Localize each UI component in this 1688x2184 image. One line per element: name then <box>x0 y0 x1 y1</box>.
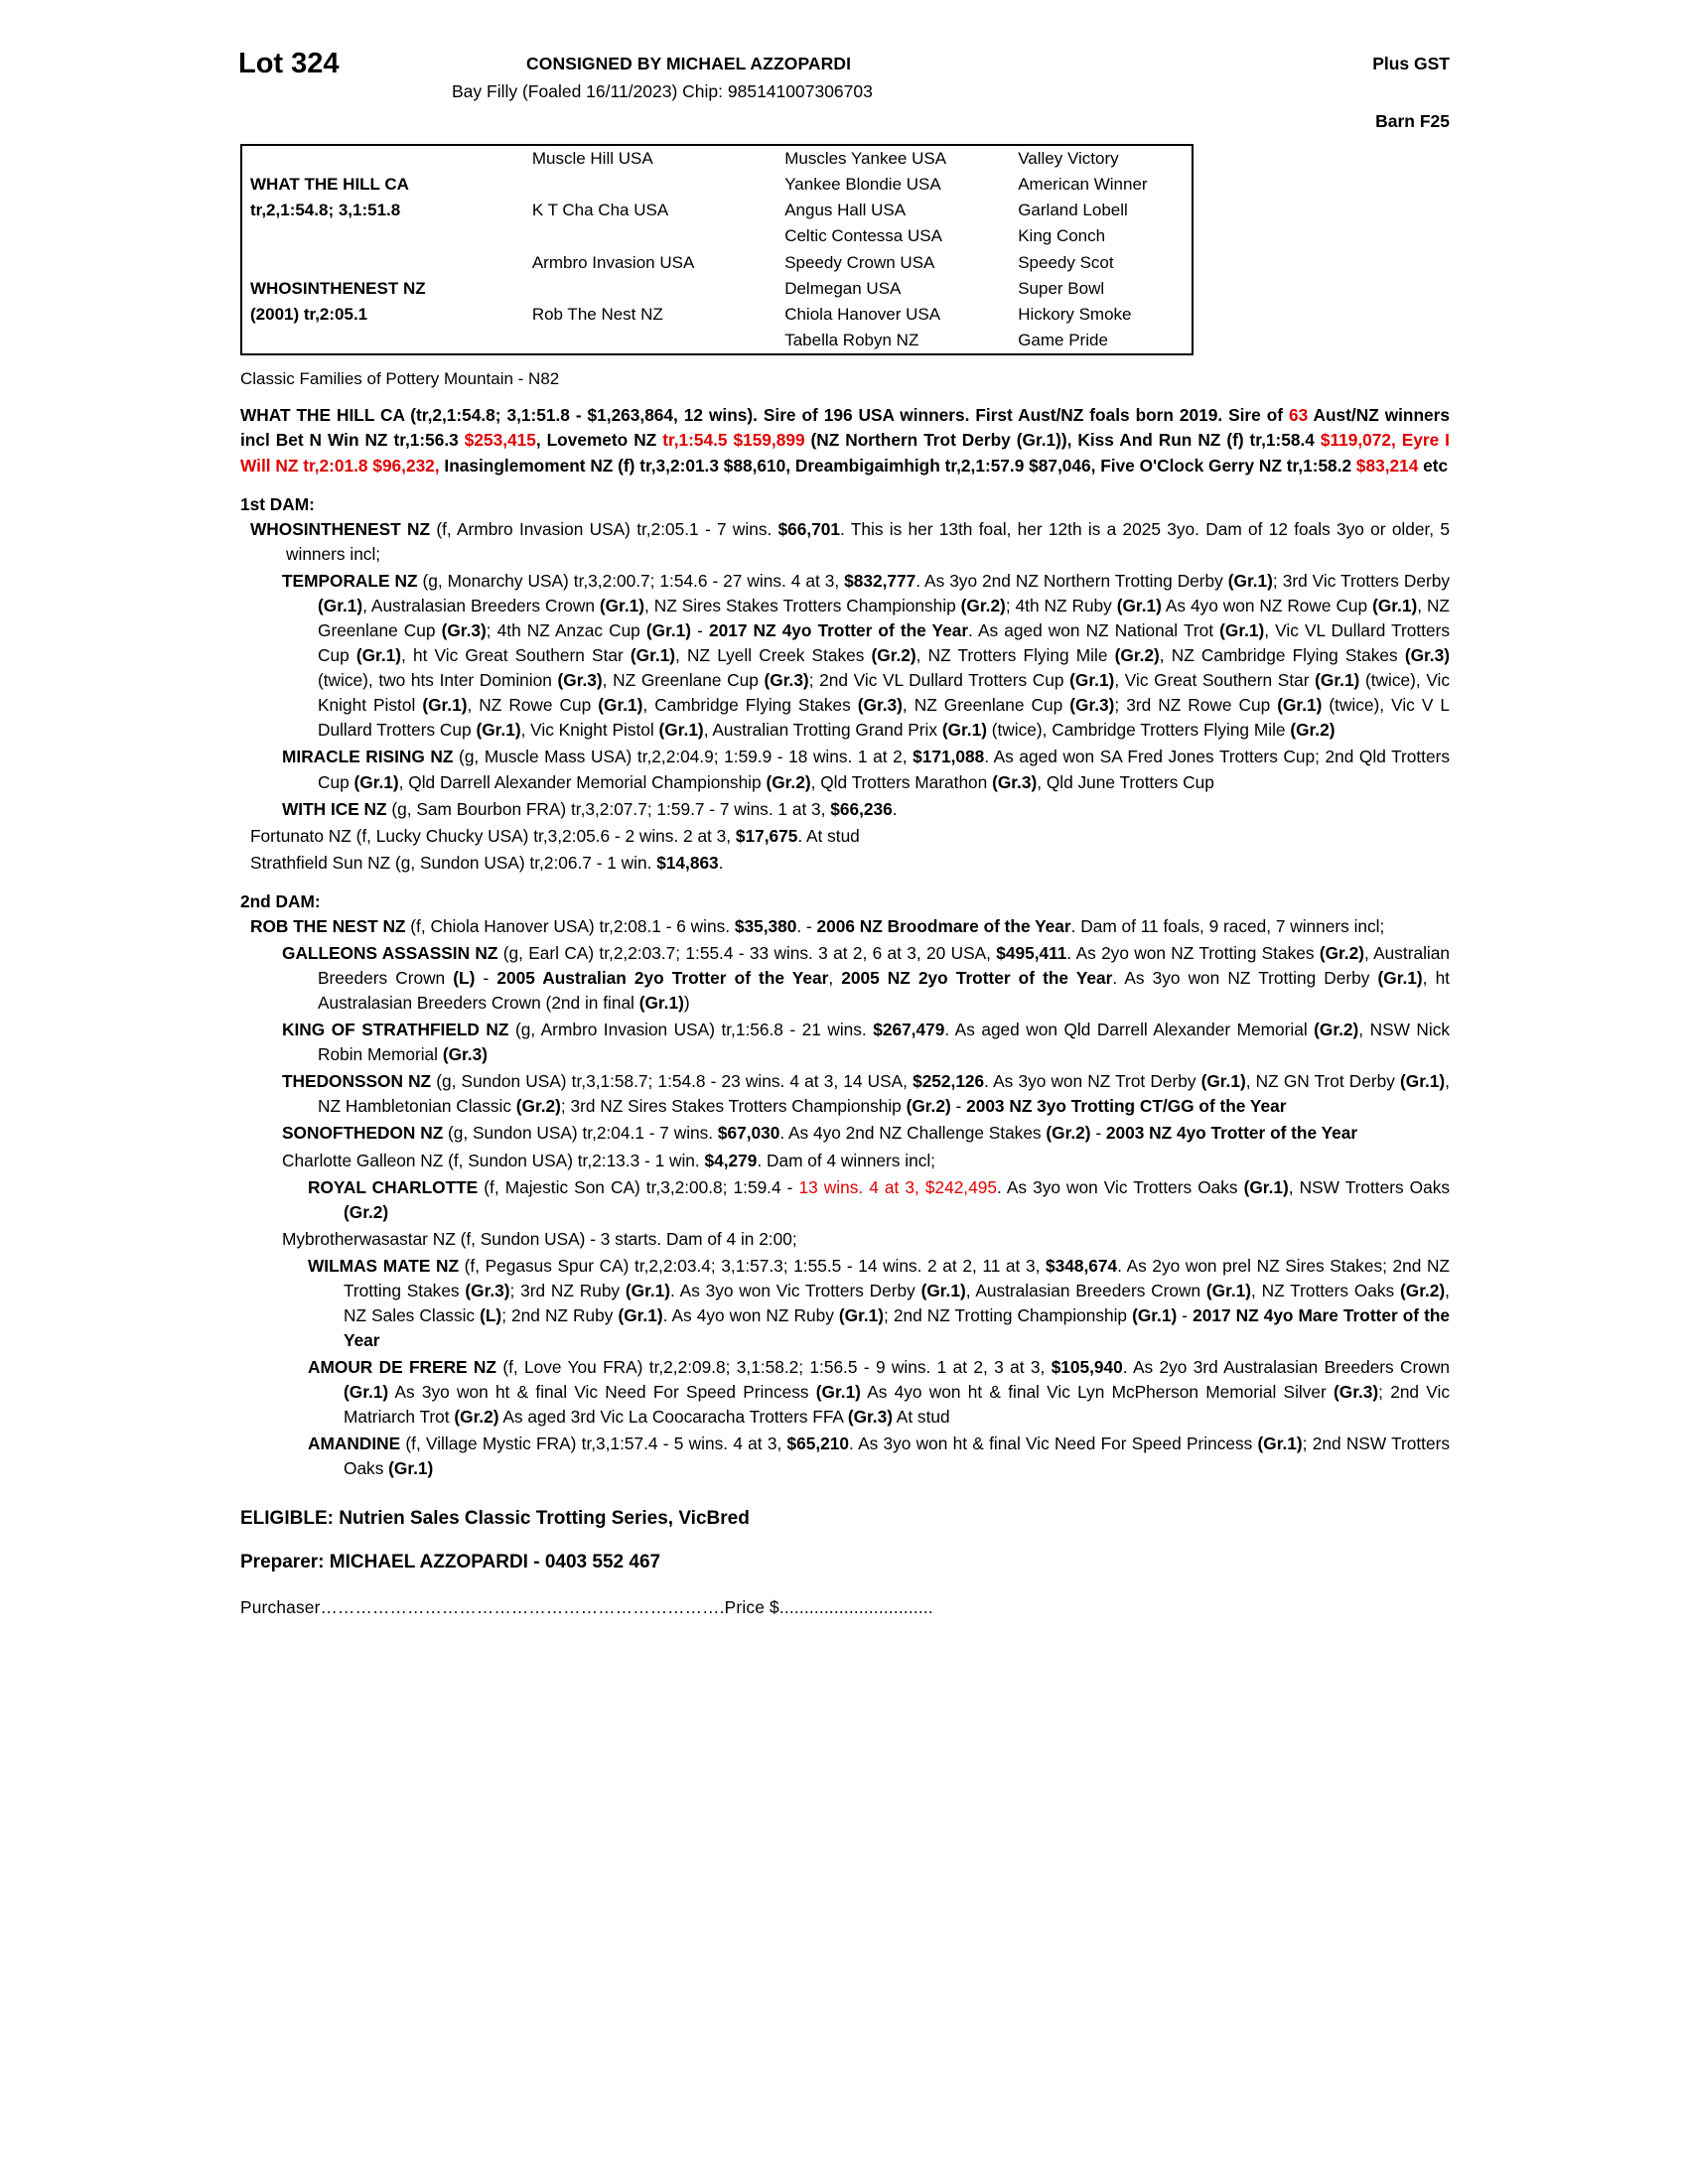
table-row <box>242 172 1192 198</box>
progeny-entry-text: AMANDINE (f, Village Mystic FRA) tr,3,1:57.4 - 5 wins. 4 at 3, $65,210. As 3yo won ht & final Vic Need For Speed Princess (Gr.1); 2nd NSW Trotters Oaks (Gr.1) <box>308 1433 1450 1479</box>
royal-charlotte-highlight: 13 wins. 4 at 3, $242,495 <box>798 1176 997 1197</box>
barn-label: Barn F25 <box>1375 111 1450 131</box>
classic-families-line: Classic Families of Pottery Mountain - N82 <box>240 369 560 388</box>
consignor-line: CONSIGNED BY MICHAEL AZZOPARDI <box>526 54 852 73</box>
pedigree-cell <box>524 223 776 249</box>
progeny-entry-text: GALLEONS ASSASSIN NZ (g, Earl CA) tr,2,2:03.7; 1:55.4 - 33 wins. 3 at 2, 6 at 3, 20 USA, $495,411. As 2yo won NZ Trotting Stakes (Gr.2), Australian Breeders Crown (L) - 2005 Australian 2yo Trotter of the Year, 2005 NZ 2yo Trotter of the Year. As 3yo won NZ Trotting Derby (Gr.1), ht Australasian Breeders Crown (2nd in final (Gr.1)) <box>282 942 1450 1014</box>
pedigree-cell: Celtic Contessa USA <box>784 226 942 246</box>
pedigree-cell: Rob The Nest NZ <box>531 304 663 324</box>
table-row <box>242 198 1192 223</box>
sire-text-part: WHAT THE HILL CA (tr,2,1:54.8; 3,1:51.8 - $1,263,864, 12 wins). Sire of 196 USA winners. First Aust/NZ foals born 2019. Sire of <box>240 405 1289 425</box>
pedigree-cell: Chiola Hanover USA <box>784 304 941 324</box>
progeny-entry-text: TEMPORALE NZ (g, Monarchy USA) tr,3,2:00.7; 1:54.6 - 27 wins. 4 at 3, $832,777. As 3yo 2nd NZ Northern Trotting Derby (Gr.1); 3rd Vic Trotters Derby (Gr.1), Australasian Breeders Crown (Gr.1), NZ Sires Stakes Trotters Championship (Gr.2); 4th NZ Ruby (Gr.1) As 4yo won NZ Rowe Cup (Gr.1), NZ Greenlane Cup (Gr.3); 4th NZ Anzac Cup (Gr.1) - 2017 NZ 4yo Trotter of the Year. As aged won NZ National Trot (Gr.1), Vic VL Dullard Trotters Cup (Gr.1), ht Vic Great Southern Star (Gr.1), NZ Lyell Creek Stakes (Gr.2), NZ Trotters Flying Mile (Gr.2), NZ Cambridge Flying Stakes (Gr.3) (twice), two hts Inter Dominion (Gr.3), NZ Greenlane Cup (Gr.3); 2nd Vic VL Dullard Trotters Cup (Gr.1), Vic Great Southern Star (Gr.1) (twice), Vic Knight Pistol (Gr.1), NZ Rowe Cup (Gr.1), Cambridge Flying Stakes (Gr.3), NZ Greenlane Cup (Gr.3); 3rd NZ Rowe Cup (Gr.1) (twice), Vic V L Dullard Trotters Cup (Gr.1), Vic Knight Pistol (Gr.1), Australian Trotting Grand Prix (Gr.1) (twice), Cambridge Trotters Flying Mile (Gr.2) <box>282 570 1451 741</box>
pedigree-cell <box>242 250 524 276</box>
list-item <box>238 1069 1450 1119</box>
lot-number: Lot 324 <box>238 48 340 79</box>
pedigree-table-container <box>240 144 1194 355</box>
pedigree-cell: King Conch <box>1018 226 1106 246</box>
pedigree-cell: Valley Victory <box>1018 149 1119 168</box>
pedigree-cell <box>242 223 524 249</box>
eligible-line: ELIGIBLE: Nutrien Sales Classic Trotting Series, VicBred <box>240 1507 750 1529</box>
royal-charlotte-part: . As 3yo won Vic Trotters Oaks (Gr.1), NSW Trotters Oaks (Gr.2) <box>344 1176 1450 1222</box>
table-row <box>242 276 1192 302</box>
list-item <box>238 797 1450 822</box>
pedigree-cell: Speedy Scot <box>1018 252 1114 272</box>
list-item <box>238 824 1450 849</box>
sire-text-part: etc <box>1418 455 1449 476</box>
progeny-entry-text: AMOUR DE FRERE NZ (f, Love You FRA) tr,2,2:09.8; 3,1:58.2; 1:56.5 - 9 wins. 1 at 2, 3 at 3, $105,940. As 2yo 3rd Australasian Breeders Crown (Gr.1) As 3yo won ht & final Vic Need For Speed Princess (Gr.1) As 4yo won ht & final Vic Lyn McPherson Memorial Silver (Gr.3); 2nd Vic Matriarch Trot (Gr.2) As aged 3rd Vic La Coocaracha Trotters FFA (Gr.3) At stud <box>308 1357 1450 1428</box>
progeny-entry-text: KING OF STRATHFIELD NZ (g, Armbro Invasion USA) tr,1:56.8 - 21 wins. $267,479. As aged won Qld Darrell Alexander Memorial (Gr.2), NSW Nick Robin Memorial (Gr.3) <box>282 1020 1451 1065</box>
sire-highlight: 63 <box>1288 405 1309 425</box>
sire-highlight: $253,415 <box>464 430 536 451</box>
pedigree-cell: American Winner <box>1018 175 1148 195</box>
progeny-entry-text: WILMAS MATE NZ (f, Pegasus Spur CA) tr,2,2:03.4; 3,1:57.3; 1:55.5 - 14 wins. 2 at 2, 11 at 3, $348,674. As 2yo won prel NZ Sires Stakes; 2nd NZ Trotting Stakes (Gr.3); 3rd NZ Ruby (Gr.1). As 3yo won Vic Trotters Derby (Gr.1), Australasian Breeders Crown (Gr.1), NZ Trotters Oaks (Gr.2), NZ Sales Classic (L); 2nd NZ Ruby (Gr.1). As 4yo won NZ Ruby (Gr.1); 2nd NZ Trotting Championship (Gr.1) - 2017 NZ 4yo Mare Trotter of the Year <box>308 1255 1451 1351</box>
purchaser-price-line: Purchaser…………………………………………………………….Price $............................... <box>240 1596 933 1617</box>
pedigree-cell: Armbro Invasion USA <box>531 252 695 272</box>
sire-text-part: Aust/NZ winners incl Bet N Win NZ tr,1:56.3 <box>240 405 1450 451</box>
second-dam-heading: 2nd DAM: <box>240 890 321 911</box>
list-item <box>238 1432 1450 1481</box>
pedigree-cell <box>524 172 776 198</box>
first-dam-heading: 1st DAM: <box>240 493 315 514</box>
sire-text-part: , Lovemeto NZ <box>535 430 663 451</box>
pedigree-cell-sire-record: tr,2,1:54.8; 3,1:51.8 <box>250 201 401 220</box>
sire-text-part: (NZ Northern Trot Derby (Gr.1)), Kiss And Run NZ (f) tr,1:58.4 <box>804 430 1321 451</box>
pedigree-cell <box>242 328 524 353</box>
list-item <box>238 745 1450 794</box>
plus-gst-label: Plus GST <box>1372 54 1450 73</box>
list-item <box>238 1175 1450 1225</box>
list-item <box>238 851 1450 876</box>
catalogue-sheet <box>238 40 1450 1618</box>
sire-summary-paragraph <box>238 403 1450 478</box>
second-dam-intro-text: ROB THE NEST NZ (f, Chiola Hanover USA) tr,2:08.1 - 6 wins. $35,380. - 2006 NZ Broodmare of the Year. Dam of 11 foals, 9 raced, 7 winners incl; <box>250 915 1385 936</box>
pedigree-cell: Super Bowl <box>1018 278 1105 298</box>
table-row <box>242 302 1192 328</box>
sire-highlight: $119,072, Eyre I Will NZ tr,2:01.8 $96,232, <box>240 430 1450 476</box>
pedigree-cell <box>524 328 776 353</box>
second-dam-intro <box>238 914 1450 939</box>
pedigree-cell <box>524 276 776 302</box>
pedigree-cell: Muscles Yankee USA <box>784 149 947 168</box>
progeny-entry-text: Charlotte Galleon NZ (f, Sundon USA) tr,2:13.3 - 1 win. $4,279. Dam of 4 winners incl; <box>282 1150 935 1170</box>
list-item <box>238 1227 1450 1252</box>
sire-text-part: Inasinglemoment NZ (f) tr,3,2:01.3 $88,610, Dreambigaimhigh tr,2,1:57.9 $87,046, Five O'Clock Gerry NZ tr,1:58.2 <box>439 455 1356 476</box>
progeny-entry-text: Strathfield Sun NZ (g, Sundon USA) tr,2:06.7 - 1 win. $14,863. <box>250 852 724 873</box>
progeny-entry-text: MIRACLE RISING NZ (g, Muscle Mass USA) tr,2,2:04.9; 1:59.9 - 18 wins. 1 at 2, $171,088. As aged won SA Fred Jones Trotters Cup; 2nd Qld Trotters Cup (Gr.1), Qld Darrell Alexander Memorial Championship (Gr.2), Qld Trotters Marathon (Gr.3), Qld June Trotters Cup <box>282 747 1450 792</box>
pedigree-cell: Muscle Hill USA <box>531 149 653 168</box>
pedigree-cell: K T Cha Cha USA <box>531 201 669 220</box>
pedigree-cell-sire-name: WHAT THE HILL CA <box>250 175 409 195</box>
list-item <box>238 569 1450 744</box>
pedigree-cell: Game Pride <box>1018 330 1108 349</box>
sire-highlight: tr,1:54.5 $159,899 <box>662 430 805 451</box>
pedigree-cell <box>242 146 524 172</box>
list-item <box>238 1018 1450 1067</box>
first-dam-intro-text: WHOSINTHENEST NZ (f, Armbro Invasion USA) tr,2:05.1 - 7 wins. $66,701. This is her 13th foal, her 12th is a 2025 3yo. Dam of 12 foals 3yo or older, 5 winners incl; <box>250 518 1451 564</box>
pedigree-cell: Yankee Blondie USA <box>784 175 941 195</box>
preparer-line: Preparer: MICHAEL AZZOPARDI - 0403 552 467 <box>240 1551 661 1572</box>
pedigree-cell: Hickory Smoke <box>1018 304 1132 324</box>
sire-highlight: $83,214 <box>1355 455 1419 476</box>
list-item <box>238 1355 1450 1430</box>
royal-charlotte-part: ROYAL CHARLOTTE (f, Majestic Son CA) tr,3,2:00.8; 1:59.4 - <box>308 1176 799 1197</box>
page-header <box>238 40 1450 144</box>
progeny-entry-text: THEDONSSON NZ (g, Sundon USA) tr,3,1:58.7; 1:54.8 - 23 wins. 4 at 3, 14 USA, $252,126. As 3yo won NZ Trot Derby (Gr.1), NZ GN Trot Derby (Gr.1), NZ Hambletonian Classic (Gr.2); 3rd NZ Sires Stakes Trotters Championship (Gr.2) - 2003 NZ 3yo Trotting CT/GG of the Year <box>282 1071 1450 1117</box>
pedigree-cell-dam-name: WHOSINTHENEST NZ <box>250 278 426 298</box>
pedigree-cell: Garland Lobell <box>1018 201 1128 220</box>
list-item <box>238 1149 1450 1173</box>
list-item <box>238 1121 1450 1146</box>
progeny-entry-text: SONOFTHEDON NZ (g, Sundon USA) tr,2:04.1 - 7 wins. $67,030. As 4yo 2nd NZ Challenge Stakes (Gr.2) - 2003 NZ 4yo Trotter of the Year <box>282 1123 1358 1144</box>
table-row <box>242 146 1192 172</box>
progeny-entry-text: Fortunato NZ (f, Lucky Chucky USA) tr,3,2:05.6 - 2 wins. 2 at 3, $17,675. At stud <box>250 825 860 846</box>
royal-charlotte-entry <box>308 1175 1450 1225</box>
horse-description: Bay Filly (Foaled 16/11/2023) Chip: 985141007306703 <box>452 81 873 101</box>
table-row <box>242 328 1192 353</box>
pedigree-cell: Angus Hall USA <box>784 201 907 220</box>
progeny-entry-text: Mybrotherwasastar NZ (f, Sundon USA) - 3 starts. Dam of 4 in 2:00; <box>282 1228 797 1249</box>
pedigree-table <box>242 146 1192 353</box>
table-row <box>242 250 1192 276</box>
progeny-entry-text: WITH ICE NZ (g, Sam Bourbon FRA) tr,3,2:07.7; 1:59.7 - 7 wins. 1 at 3, $66,236. <box>282 798 898 819</box>
list-item <box>238 941 1450 1016</box>
table-row <box>242 223 1192 249</box>
first-dam-intro <box>238 517 1450 567</box>
list-item <box>238 1254 1450 1353</box>
pedigree-cell-dam-record: (2001) tr,2:05.1 <box>250 304 368 324</box>
pedigree-cell: Tabella Robyn NZ <box>784 330 919 349</box>
pedigree-cell: Delmegan USA <box>784 278 902 298</box>
pedigree-cell: Speedy Crown USA <box>784 252 935 272</box>
